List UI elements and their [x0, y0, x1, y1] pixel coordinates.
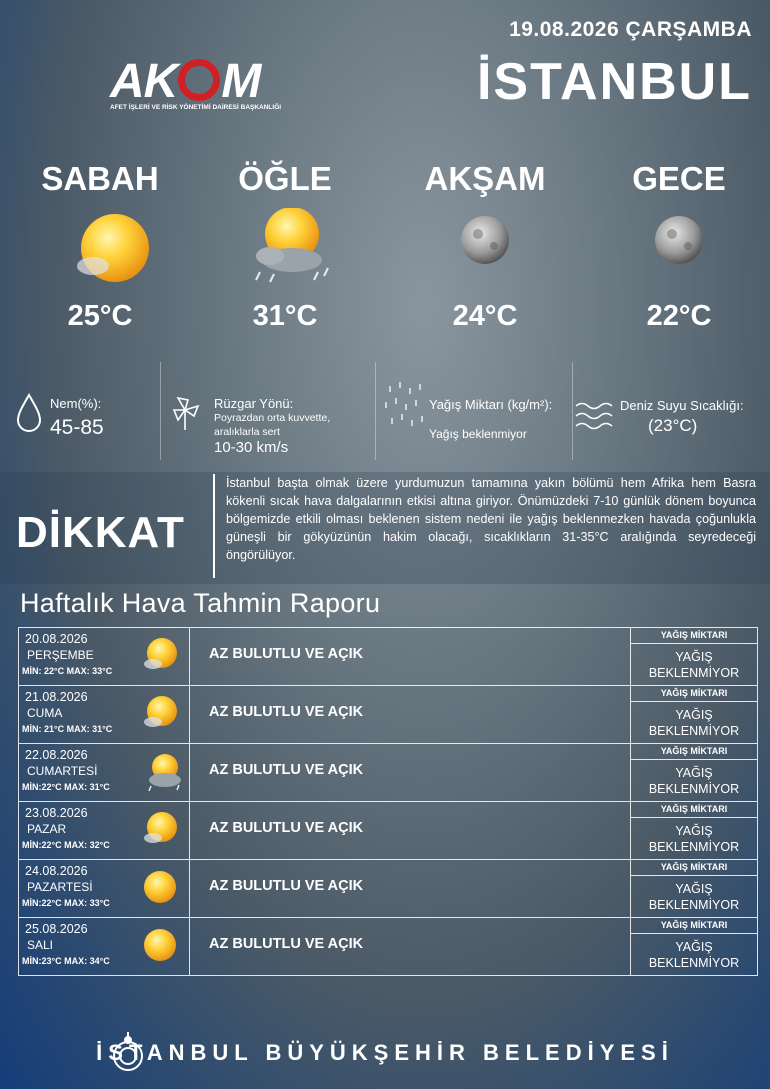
forecast-date: 24.08.2026 — [25, 864, 88, 878]
forecast-day: PAZARTESİ — [27, 880, 93, 894]
rain-label: Yağış Miktarı (kg/m²): — [429, 397, 553, 412]
daypart-temp: 22°C — [646, 300, 712, 332]
moon-icon — [594, 208, 764, 288]
humidity-value: 45-85 — [50, 416, 104, 439]
sun-cloud-rain-icon — [200, 208, 370, 288]
sun-cloud-icon — [141, 694, 179, 732]
forecast-rain-cell — [630, 628, 757, 685]
logo-ring-icon — [178, 59, 220, 101]
forecast-rain-cell — [630, 744, 757, 801]
forecast-date: 21.08.2026 — [25, 690, 88, 704]
rain-header: YAĞIŞ MİKTARI — [631, 628, 757, 644]
wind-desc: Poyrazdan orta kuvvette, aralıklarla sert — [214, 412, 331, 438]
forecast-row — [18, 801, 758, 859]
humidity-label: Nem(%): — [50, 396, 102, 411]
daypart-temp: 25°C — [67, 300, 133, 332]
alert-text: İstanbul başta olmak üzere yurdumuzun tamamına yakın bölümü hem Afrika hem Basra kökenli sıcak hava dalgalarının etkisi altına giriyor. Önümüzdeki 7-10 günlük dönem boyunca bölgemizde etkili olması beklenen sistem nedeni ile yağış beklenmezken havada çoğunlukla güneşli bir gökyüzünün hakim olacağı, sıcaklıkların 31-35°C aralığında seyredeceği öngörülüyor. — [226, 476, 756, 562]
sun-cloud-rain-icon — [141, 752, 179, 790]
rain-header: YAĞIŞ MİKTARI — [631, 802, 757, 818]
wind-icon — [168, 392, 202, 437]
daypart-temp: 24°C — [452, 300, 518, 332]
sun-cloud-icon — [141, 810, 179, 848]
forecast-row — [18, 627, 758, 685]
daypart-noon — [200, 160, 370, 332]
rain-value: YAĞIŞ BEKLENMİYOR — [648, 766, 740, 796]
metrics-divider — [375, 362, 376, 460]
forecast-date-cell — [19, 628, 190, 685]
akom-logo: AK M AFET İŞLERİ VE RİSK YÖNETİMİ DAİRESİ BAŞKANLIĞI — [110, 55, 282, 111]
forecast-minmax: MİN: 21°C MAX: 31°C — [22, 724, 113, 734]
logo-subtitle: AFET İŞLERİ VE RİSK YÖNETİMİ DAİRESİ BAŞKANLIĞI — [110, 104, 282, 111]
rain-icon — [380, 378, 430, 443]
rain-value: YAĞIŞ BEKLENMİYOR — [648, 708, 740, 738]
forecast-rain-cell — [630, 686, 757, 743]
forecast-row — [18, 917, 758, 976]
forecast-row — [18, 685, 758, 743]
forecast-day: SALI — [27, 938, 54, 952]
forecast-minmax: MİN: 22°C MAX: 33°C — [22, 666, 113, 676]
rain-value: YAĞIŞ BEKLENMİYOR — [648, 824, 740, 854]
forecast-desc: AZ BULUTLU VE AÇIK — [209, 820, 364, 836]
forecast-date-cell — [19, 744, 190, 801]
rain-header: YAĞIŞ MİKTARI — [631, 918, 757, 934]
forecast-rain-cell — [630, 918, 757, 975]
forecast-day: PAZAR — [27, 822, 67, 836]
daypart-label: AKŞAM — [424, 160, 546, 197]
forecast-date-cell — [19, 802, 190, 859]
daypart-label: ÖĞLE — [238, 160, 332, 197]
alert-title: DİKKAT — [16, 508, 185, 557]
weekly-table — [18, 627, 758, 976]
daypart-temp: 31°C — [252, 300, 318, 332]
daypart-morning — [15, 160, 185, 332]
forecast-minmax: MİN:22°C MAX: 31°C — [22, 782, 110, 792]
metrics-divider — [572, 362, 573, 460]
metrics-divider — [160, 362, 161, 460]
forecast-minmax: MİN:22°C MAX: 32°C — [22, 840, 110, 850]
forecast-date-cell — [19, 918, 190, 975]
wind-label: Rüzgar Yönü: — [214, 396, 294, 411]
rain-value: YAĞIŞ BEKLENMİYOR — [648, 940, 740, 970]
sun-icon — [141, 868, 179, 906]
forecast-minmax: MİN:22°C MAX: 33°C — [22, 898, 110, 908]
rain-header: YAĞIŞ MİKTARI — [631, 860, 757, 876]
alert-divider — [213, 474, 215, 578]
forecast-desc: AZ BULUTLU VE AÇIK — [209, 762, 364, 778]
forecast-date: 25.08.2026 — [25, 922, 88, 936]
forecast-day: PERŞEMBE — [27, 648, 94, 662]
sun-icon — [141, 926, 179, 964]
moon-icon — [400, 208, 570, 288]
forecast-day: CUMARTESİ — [27, 764, 98, 778]
city-title: İSTANBUL — [476, 53, 752, 111]
forecast-date-cell — [19, 686, 190, 743]
forecast-minmax: MİN:23°C MAX: 34°C — [22, 956, 110, 966]
forecast-date: 23.08.2026 — [25, 806, 88, 820]
drop-icon — [14, 392, 44, 437]
forecast-row — [18, 859, 758, 917]
sun-cloud-icon — [15, 208, 185, 288]
forecast-desc: AZ BULUTLU VE AÇIK — [209, 646, 364, 662]
forecast-desc: AZ BULUTLU VE AÇIK — [209, 704, 364, 720]
forecast-rain-cell — [630, 860, 757, 917]
forecast-date: 22.08.2026 — [25, 748, 88, 762]
forecast-desc: AZ BULUTLU VE AÇIK — [209, 878, 364, 894]
sea-temp-label: Deniz Suyu Sıcaklığı: — [620, 398, 744, 413]
forecast-date-cell — [19, 860, 190, 917]
sea-temp-value: (23°C) — [648, 416, 698, 435]
forecast-rain-cell — [630, 802, 757, 859]
rain-value: Yağış beklenmiyor — [429, 427, 527, 441]
daypart-evening — [400, 160, 570, 332]
rain-value: YAĞIŞ BEKLENMİYOR — [648, 882, 740, 912]
forecast-desc: AZ BULUTLU VE AÇIK — [209, 936, 364, 952]
daypart-label: SABAH — [41, 160, 159, 197]
footer-text: İSTANBUL BÜYÜKŞEHİR BELEDİYESİ — [96, 1040, 674, 1065]
daypart-night — [594, 160, 764, 332]
date-label: 19.08.2026 ÇARŞAMBA — [509, 18, 752, 41]
wind-value: 10-30 km/s — [214, 439, 289, 456]
weekly-title: Haftalık Hava Tahmin Raporu — [20, 588, 381, 618]
forecast-row — [18, 743, 758, 801]
waves-icon — [574, 396, 614, 441]
rain-value: YAĞIŞ BEKLENMİYOR — [648, 650, 740, 680]
forecast-date: 20.08.2026 — [25, 632, 88, 646]
forecast-day: CUMA — [27, 706, 63, 720]
daypart-label: GECE — [632, 160, 726, 197]
rain-header: YAĞIŞ MİKTARI — [631, 744, 757, 760]
rain-header: YAĞIŞ MİKTARI — [631, 686, 757, 702]
sun-cloud-icon — [141, 636, 179, 674]
